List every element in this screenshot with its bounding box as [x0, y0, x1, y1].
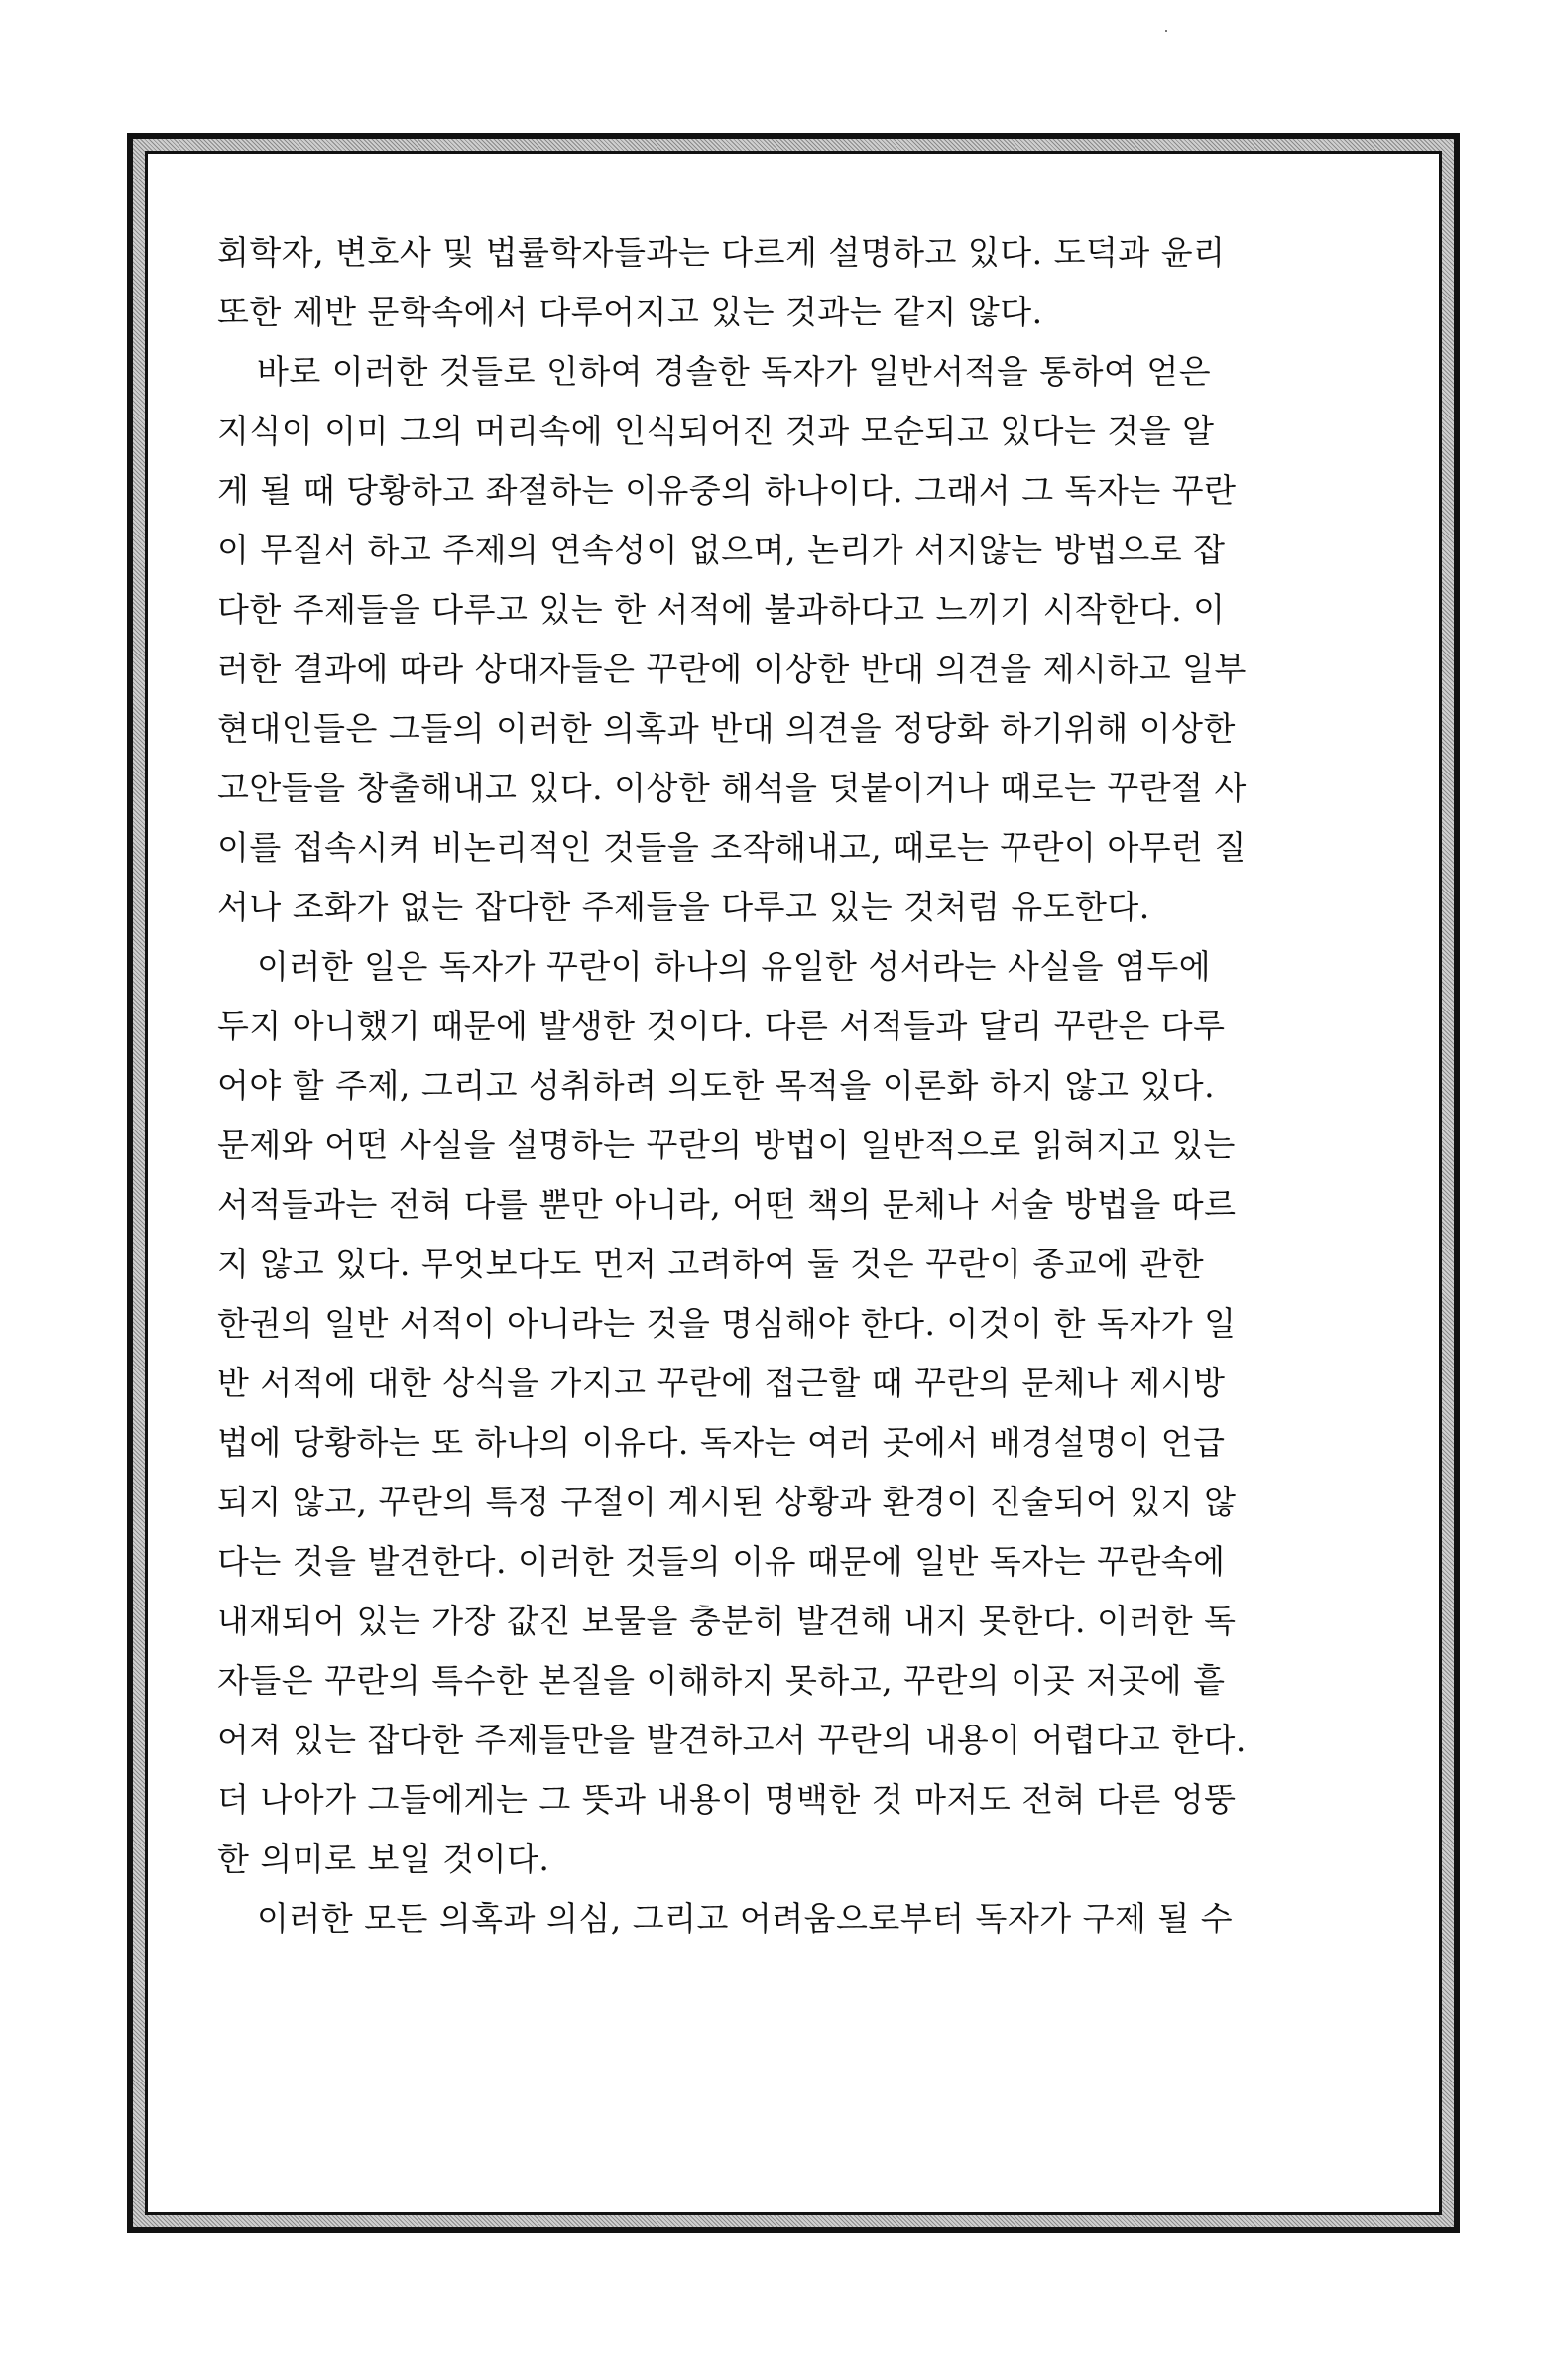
paragraph-3: 이러한 일은 독자가 꾸란이 하나의 유일한 성서라는 사실을 염두에 두지 아니했기 때문에 발생한 것이다. 다른 서적들과 달리 꾸란은 다루 어야 할 주제, 그리고 성취하려 의도한 목적을 이론화 하지 않고 있다. 문제와 어떤 사실을 설명하는 꾸란의 방법이 일반적으로 읽혀지고 있는 서적들과는 전혀 다를 뿐만 아니라, 어떤 책의 문체나 서술 방법을 따르 지 않고 있다. 무엇보다도 먼저 고려하여 둘 것은 꾸란이 종교에 관한 한권의 일반 서적이 아니라는 것을 명심해야 한다. 이것이 한 독자가 일 반 서적에 대한 상식을 가지고 꾸란에 접근할 때 꾸란의 문체나 제시방 법에 당황하는 또 하나의 이유다. 독자는 여러 곳에서 배경설명이 언급 되지 않고, 꾸란의 특정 구절이 계시된 상황과 환경이 진술되어 있지 않 다는 것을 발견한다. 이러한 것들의 이유 때문에 일반 독자는 꾸란속에 내재되어 있는 가장 값진 보물을 충분히 발견해 내지 못한다. 이러한 독 자들은 꾸란의 특수한 본질을 이해하지 못하고, 꾸란의 이곳 저곳에 흩 어져 있는 잡다한 주제들만을 발견하고서 꾸란의 내용이 어렵다고 한다. 더 나아가 그들에게는 그 뜻과 내용이 명백한 것 마저도 전혀 다른 엉뚱 한 의미로 보일 것이다.: [217, 947, 1247, 1878]
body-text: [217, 223, 1385, 1949]
paragraph-2: 바로 이러한 것들로 인하여 경솔한 독자가 일반서적을 통하여 얻은 지식이 이미 그의 머리속에 인식되어진 것과 모순되고 있다는 것을 알 게 될 때 당황하고 좌절하는 이유중의 하나이다. 그래서 그 독자는 꾸란 이 무질서 하고 주제의 연속성이 없으며, 논리가 서지않는 방법으로 잡 다한 주제들을 다루고 있는 한 서적에 불과하다고 느끼기 시작한다. 이 러한 결과에 따라 상대자들은 꾸란에 이상한 반대 의견을 제시하고 일부 현대인들은 그들의 이러한 의혹과 반대 의견을 정당화 하기위해 이상한 고안들을 창출해내고 있다. 이상한 해석을 덧붙이거나 때로는 꾸란절 사 이를 접속시켜 비논리적인 것들을 조작해내고, 때로는 꾸란이 아무런 질 서나 조화가 없는 잡다한 주제들을 다루고 있는 것처럼 유도한다.: [217, 352, 1247, 926]
page-border-frame: [127, 133, 1460, 2233]
paragraph-4: 이러한 모든 의혹과 의심, 그리고 어려움으로부터 독자가 구제 될 수: [257, 1899, 1234, 1938]
paragraph-1: 회학자, 변호사 및 법률학자들과는 다르게 설명하고 있다. 도덕과 윤리 또한 제반 문학속에서 다루어지고 있는 것과는 같지 않다.: [217, 233, 1226, 331]
page-content-box: [145, 151, 1442, 2215]
scan-mark: [1165, 30, 1167, 32]
